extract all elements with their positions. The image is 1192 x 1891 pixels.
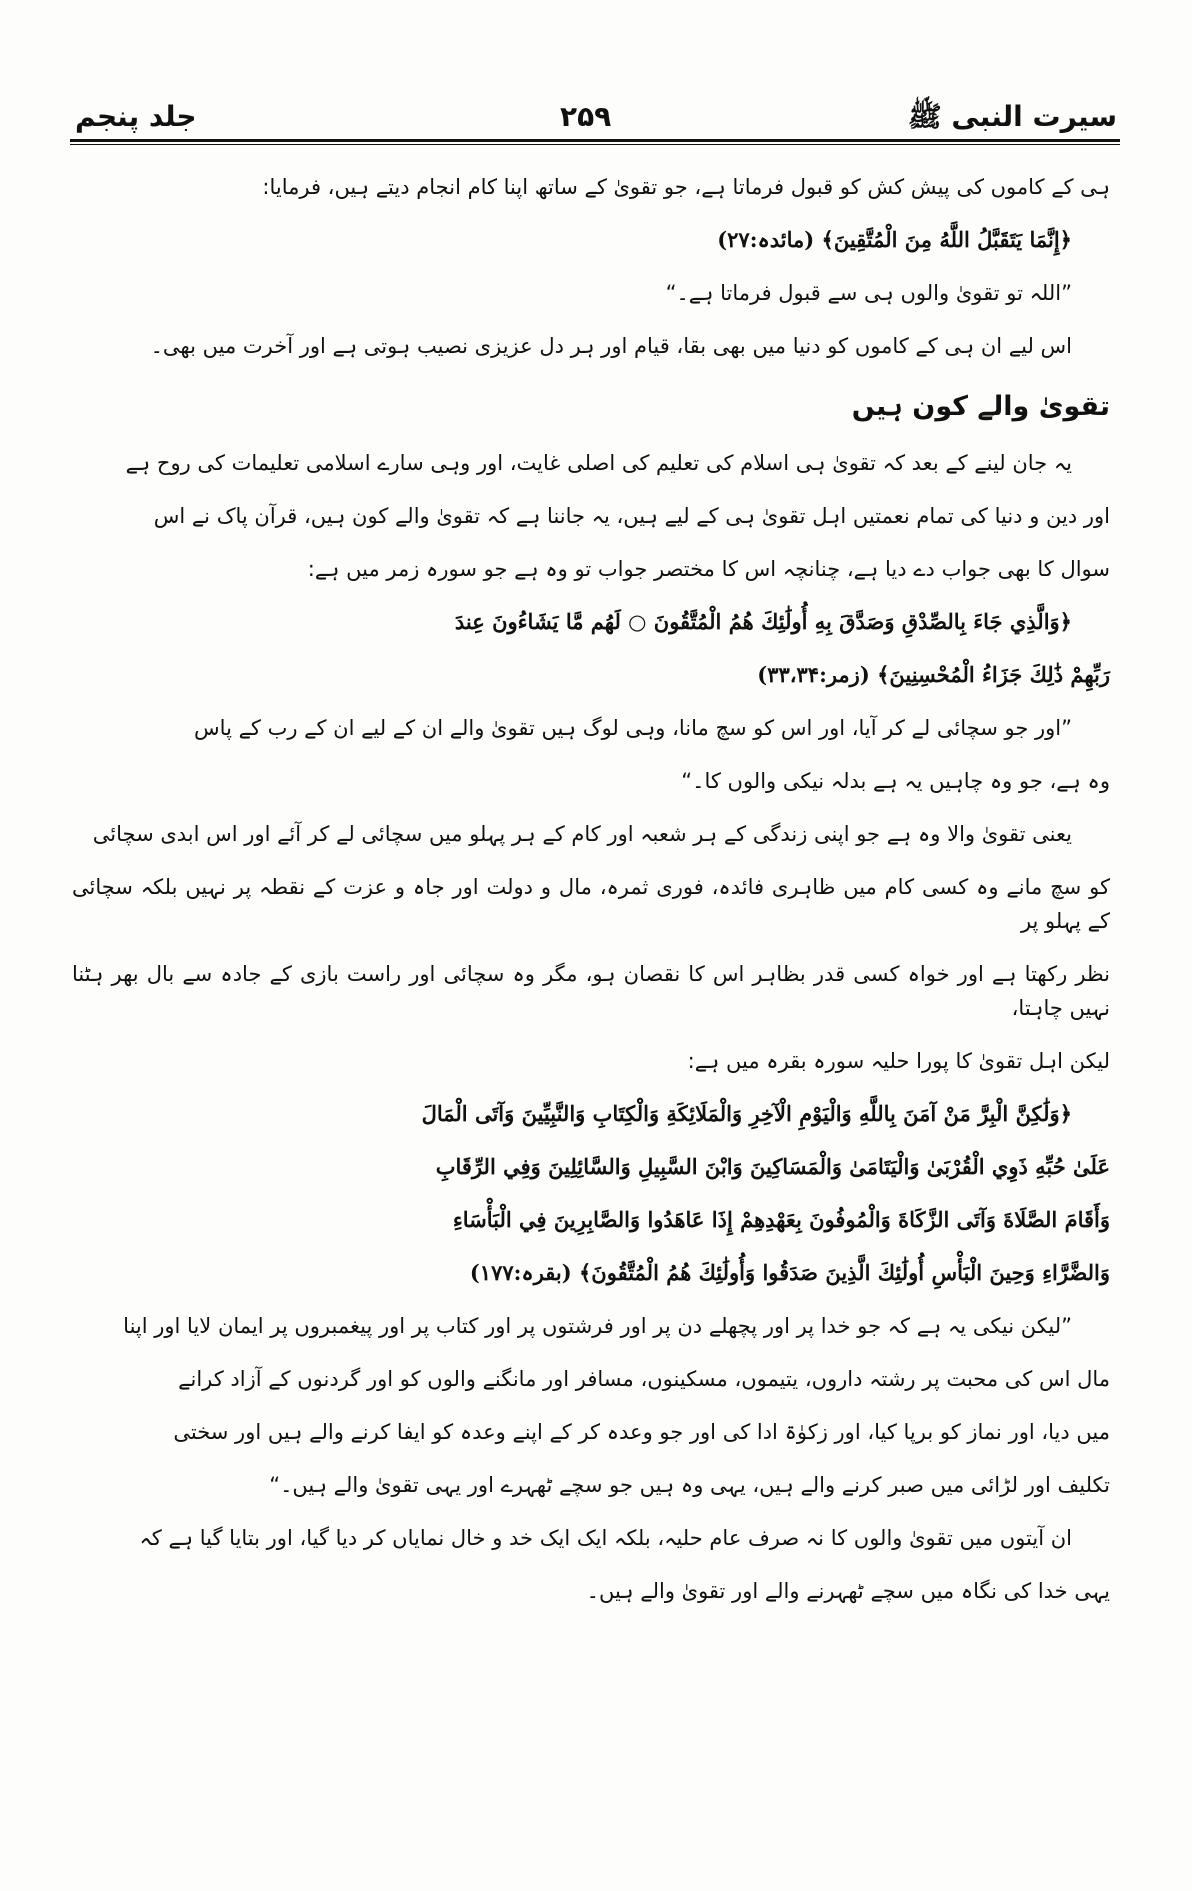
paragraph-line: اس لیے ان ہی کے کاموں کو دنیا میں بھی بقا، قیام اور ہر دل عزیزی نصیب ہوتی ہے اور آخرت میں بھی۔ (150, 334, 1072, 358)
quran-verse: ﴿إِنَّمَا يَتَقَبَّلُ اللَّهُ مِنَ الْمُتَّقِينَ﴾ (مائدہ:۲۷) (717, 227, 1072, 252)
verse-translation: میں دیا، اور نماز کو برپا کیا، اور زکوٰۃ ادا کی اور جو وعدہ کر کے اپنے وعدہ کو ایفا کرنے والے ہیں اور سختی (173, 1420, 1110, 1444)
verse-translation: تکلیف اور لڑائی میں صبر کرنے والے ہیں، یہی وہ ہیں جو سچے ٹھہرے اور یہی تقویٰ والے ہیں۔“ (269, 1473, 1110, 1497)
verse-translation: مال اس کی محبت پر رشتہ داروں، یتیموں، مسکینوں، مسافر اور مانگنے والوں کو اور گردنوں کے آزاد کرانے (178, 1367, 1110, 1391)
paragraph-line: لیکن اہل تقویٰ کا پورا حلیہ سورہ بقرہ میں ہے: (687, 1049, 1110, 1073)
section-heading: تقویٰ والے کون ہیں (851, 391, 1110, 422)
page-number: ۲۵۹ (560, 100, 612, 133)
book-title: سیرت النبی ﷺ (907, 100, 1117, 133)
header-rule-thin (70, 144, 1120, 145)
paragraph-line: یہ جان لینے کے بعد کہ تقویٰ ہی اسلام کی تعلیم کی اصلی غایت، اور وہی سارے اسلامی تعلیمات کی روح ہے (125, 451, 1072, 475)
paragraph-line: یعنی تقویٰ والا وہ ہے جو اپنی زندگی کے ہر شعبہ اور کام کے ہر پہلو میں سچائی لے کر آئے اور اس ابدی سچائی (92, 822, 1072, 846)
paragraph-line: نظر رکھتا ہے اور خواہ کسی قدر بظاہر اس کا نقصان ہو، مگر وہ سچائی اور راست بازی کے جادہ سے بال بھر ہٹنا نہیں چاہتا، (72, 962, 1110, 1020)
paragraph-line: کو سچ مانے وہ کسی کام میں ظاہری فائدہ، فوری ثمرہ، مال و دولت اور جاہ و عزت کے نقطہ پر نہیں بلکہ سچائی کے پہلو پر (72, 875, 1110, 933)
quran-verse: ﴿وَالَّذِي جَاءَ بِالصِّدْقِ وَصَدَّقَ بِهِ أُولَٰئِكَ هُمُ الْمُتَّقُونَ ○ لَهُم مَّا يَشَاءُونَ عِندَ (454, 609, 1072, 634)
header-rule (70, 139, 1120, 142)
paragraph-line: سوال کا بھی جواب دے دیا ہے، چنانچہ اس کا مختصر جواب تو وہ ہے جو سورہ زمر میں ہے: (307, 557, 1110, 581)
paragraph-line: ہی کے کاموں کی پیش کش کو قبول فرماتا ہے، جو تقویٰ کے ساتھ اپنا کام انجام دیتے ہیں، فرمایا: (262, 175, 1110, 199)
paragraph-line: اور دین و دنیا کی تمام نعمتیں اہل تقویٰ ہی کے لیے ہیں، یہ جاننا ہے کہ تقویٰ والے کون ہیں، قرآن پاک نے اس (153, 504, 1110, 528)
verse-translation: ”اور جو سچائی لے کر آیا، اور اس کو سچ مانا، وہی لوگ ہیں تقویٰ والے ان کے لیے ان کے رب کے پاس (194, 716, 1072, 740)
volume-label: جلد پنجم (75, 100, 197, 133)
verse-translation: ”اللہ تو تقویٰ والوں ہی سے قبول فرماتا ہے۔“ (665, 281, 1072, 305)
paragraph-line: ان آیتوں میں تقویٰ والوں کا نہ صرف عام حلیہ، بلکہ ایک ایک خد و خال نمایاں کر دیا گیا، اور بتایا گیا ہے کہ (139, 1526, 1072, 1550)
quran-verse: ﴿وَلَٰكِنَّ الْبِرَّ مَنْ آمَنَ بِاللَّهِ وَالْيَوْمِ الْآخِرِ وَالْمَلَائِكَةِ وَالْكِتَابِ وَالنَّبِيِّينَ وَآتَى الْمَالَ (421, 1101, 1072, 1126)
quran-verse: وَأَقَامَ الصَّلَاةَ وَآتَى الزَّكَاةَ وَالْمُوفُونَ بِعَهْدِهِمْ إِذَا عَاهَدُوا وَالصَّابِرِينَ فِي الْبَأْسَاءِ (452, 1207, 1110, 1232)
verse-translation: ”لیکن نیکی یہ ہے کہ جو خدا پر اور پچھلے دن پر اور فرشتوں پر اور کتاب پر اور پیغمبروں پر ایمان لایا اور اپنا (123, 1314, 1072, 1338)
quran-verse: رَبِّهِمْ ذَٰلِكَ جَزَاءُ الْمُحْسِنِينَ﴾ (زمر:۳۳،۳۴) (757, 662, 1110, 687)
verse-translation: وہ ہے، جو وہ چاہیں یہ ہے بدلہ نیکی والوں کا۔“ (681, 769, 1110, 793)
quran-verse: عَلَىٰ حُبِّهِ ذَوِي الْقُرْبَىٰ وَالْيَتَامَىٰ وَالْمَسَاكِينَ وَابْنَ السَّبِيلِ وَالسَّائِلِينَ وَفِي الرِّقَابِ (435, 1154, 1110, 1179)
quran-verse: وَالضَّرَّاءِ وَحِينَ الْبَأْسِ أُولَٰئِكَ الَّذِينَ صَدَقُوا وَأُولَٰئِكَ هُمُ الْمُتَّقُونَ﴾ (بقرہ:۱۷۷) (469, 1260, 1110, 1285)
paragraph-line: یہی خدا کی نگاہ میں سچے ٹھہرنے والے اور تقویٰ والے ہیں۔ (586, 1579, 1110, 1603)
page-body (72, 160, 1110, 1617)
